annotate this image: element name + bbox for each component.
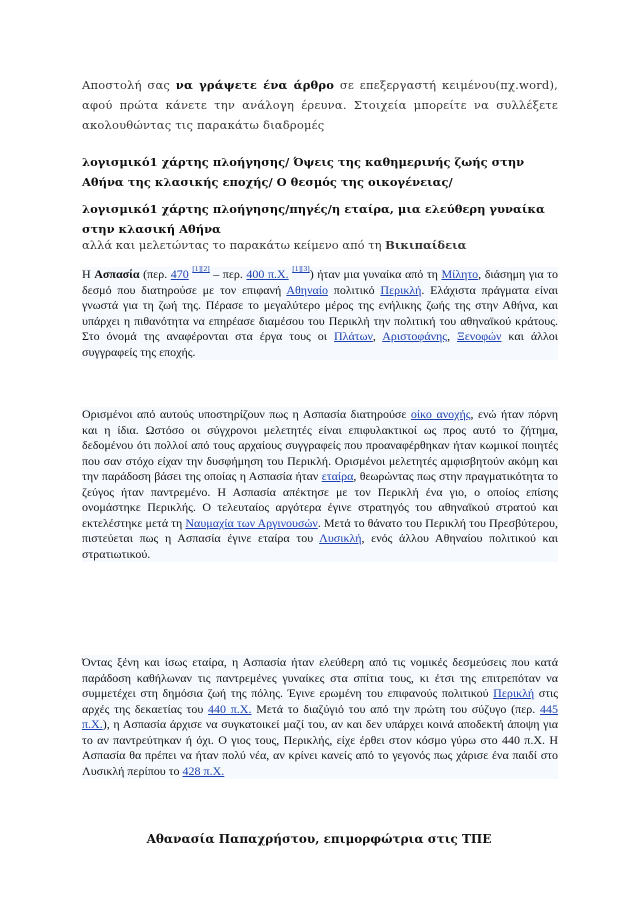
intro-text: Αποστολή σας — [82, 78, 176, 92]
citation-1-3[interactable]: [1][3] — [292, 264, 310, 273]
link-plato[interactable]: Πλάτων — [333, 329, 373, 343]
route-2: λογισμικό1 χάρτης πλοήγησης/πηγές/η εταίρα, μια ελεύθερη γυναίκα στην κλασική Αθήνα — [82, 202, 545, 236]
link-xenophon[interactable]: Ξενοφών — [457, 329, 502, 343]
citation-1-2[interactable]: [1][2] — [192, 264, 210, 273]
link-brothel[interactable]: οίκο ανοχής — [410, 407, 471, 421]
route-1: λογισμικό1 χάρτης πλοήγησης/ Όψεις της καθημερινής ζωής στην Αθήνα της κλασικής εποχής/ Ο θεσμός της οικογένειας/ — [82, 155, 525, 189]
wiki-source: Βικιπαίδεια — [385, 238, 467, 252]
link-arginusae[interactable]: Ναυμαχία των Αργινουσών — [185, 515, 318, 530]
link-lysicles[interactable]: Λυσικλή — [319, 531, 362, 545]
wiki-intro-text: αλλά και μελετώντας το παρακάτω κείμενο από τη — [82, 238, 386, 252]
wiki-intro — [82, 237, 558, 253]
link-470[interactable]: 470 — [170, 267, 189, 281]
link-400bc[interactable]: 400 π.Χ. — [246, 267, 289, 281]
article-paragraph-3: Όντας ξένη και ίσως εταίρα, η Ασπασία ήταν ελεύθερη από τις νομικές δεσμεύσεις που κατά παράδοση καθήλωναν τις παντρεμένες γυναίκες στα σπίτια τους, κι έτσι της επιτρεπόταν να συμμετέχει στη δημόσια ζωή της πόλης. Έγινε ερωμένη του επιφανούς πολιτικού Περικλή στις αρχές της δεκαετίας του 440 π.Χ. Μετά το διαζύγιό του από την πρώτη του σύζυγο (περ. 445 π.Χ.), η Ασπασία άρχισε να συγκατοικεί μαζί του, αν και δεν υπάρχει κοινά αποδεκτή άποψη για το αν παντρεύτηκαν ή όχι. Ο γιος τους, Περικλής, είχε έρθει στον κόσμο γύρω στο 440 π.Χ. Η Ασπασία θα πρέπει να ήταν πολύ νέα, αν κρίνει κανείς από το γεγονός πως χάρισε ένα παιδί στο Λυσικλή περίπου το 428 π.Χ. — [82, 655, 558, 778]
link-miletus[interactable]: Μίλητο — [441, 267, 479, 281]
link-hetaira[interactable]: εταίρα — [321, 469, 354, 483]
author-footer: Αθανασία Παπαχρήστου, επιμορφώτρια στις ΤΠΕ — [146, 832, 492, 846]
assignment-intro — [82, 75, 558, 135]
link-athenian[interactable]: Αθηναίο — [286, 282, 329, 297]
article-paragraph-1: Η Ασπασία (περ. 470 [1][2] – περ. 400 π.Χ. [1][3]) ήταν μια γυναίκα από τη Μίλητο, διάσημη για το δεσμό που διατηρούσε με τον επιφανή Αθηναίο πολιτικό Περικλή. Ελάχιστα πράγματα είναι γνωστά για τη ζωή της. Πέρασε το μεγαλύτερο μέρος της ενήλικης ζωής της στην Αθήνα, και υπάρχει η πιθανότητα να επηρέασε διαμέσου του Περικλή την πολιτική του αθηναϊκού κράτους. Στο όνομά της αναφέρονται στα έργα τους οι Πλάτων, Αριστοφάνης, Ξενοφών και άλλοι συγγραφείς της εποχής. — [82, 264, 559, 359]
link-440bc[interactable]: 440 π.Χ. — [208, 701, 252, 716]
link-pericles-2[interactable]: Περικλή — [493, 686, 535, 700]
link-aristophanes[interactable]: Αριστοφάνης — [382, 329, 448, 343]
link-445bc[interactable]: 445 π.Χ. — [82, 701, 558, 731]
article-paragraph-2: Ορισμένοι από αυτούς υποστηρίζουν πως η Ασπασία διατηρούσε οίκο ανοχής, ενώ ήταν πόρνη και η ίδια. Ωστόσο οι σύγχρονοι μελετητές είναι επιφυλακτικοί ως προς αυτό το ζήτημα, δεδομένου ότι πολλοί από τους αρχαίους συγγραφείς που προαναφέρθηκαν ήταν κωμικοί ποιητές που σαν στόχο είχαν την δυσφήμηση του Περικλή. Ορισμένοι μελετητές αμφισβητούν ακόμη και την παράδοση βάσει της οποίας η Ασπασία ήταν εταίρα, θεωρώντας πως στην πραγματικότητα το ζεύγος ήταν παντρεμένο. Η Ασπασία απέκτησε με τον Περικλή ένα γιο, ο οποίος επίσης ονομάστηκε Περικλής. Ο τελευταίος αργότερα έγινε στρατηγός του αθηναϊκού στρατού και εκτελέστηκε μετά τη Ναυμαχία των Αργινουσών. Μετά το θάνατο του Περικλή του Πρεσβύτερου, πιστεύεται πως η Ασπασία έγινε εταίρα του Λυσικλή, ενός άλλου Αθηναίου πολιτικού και στρατιωτικού. — [82, 407, 559, 561]
intro-emphasis: να γράψετε ένα άρθρο — [175, 78, 335, 92]
link-pericles[interactable]: Περικλή — [380, 282, 422, 297]
link-428bc[interactable]: 428 π.Χ. — [182, 763, 225, 778]
intro-text-cont: σε επεξεργαστή κειμένου(πχ.word), αφού πρώτα κάνετε την ανάλογη έρευνα. Στοιχεία μπορείτε να συλλέξετε ακολουθώντας τις παρακάτω διαδρομές — [82, 78, 558, 132]
article-subject: Ασπασία — [94, 267, 140, 281]
